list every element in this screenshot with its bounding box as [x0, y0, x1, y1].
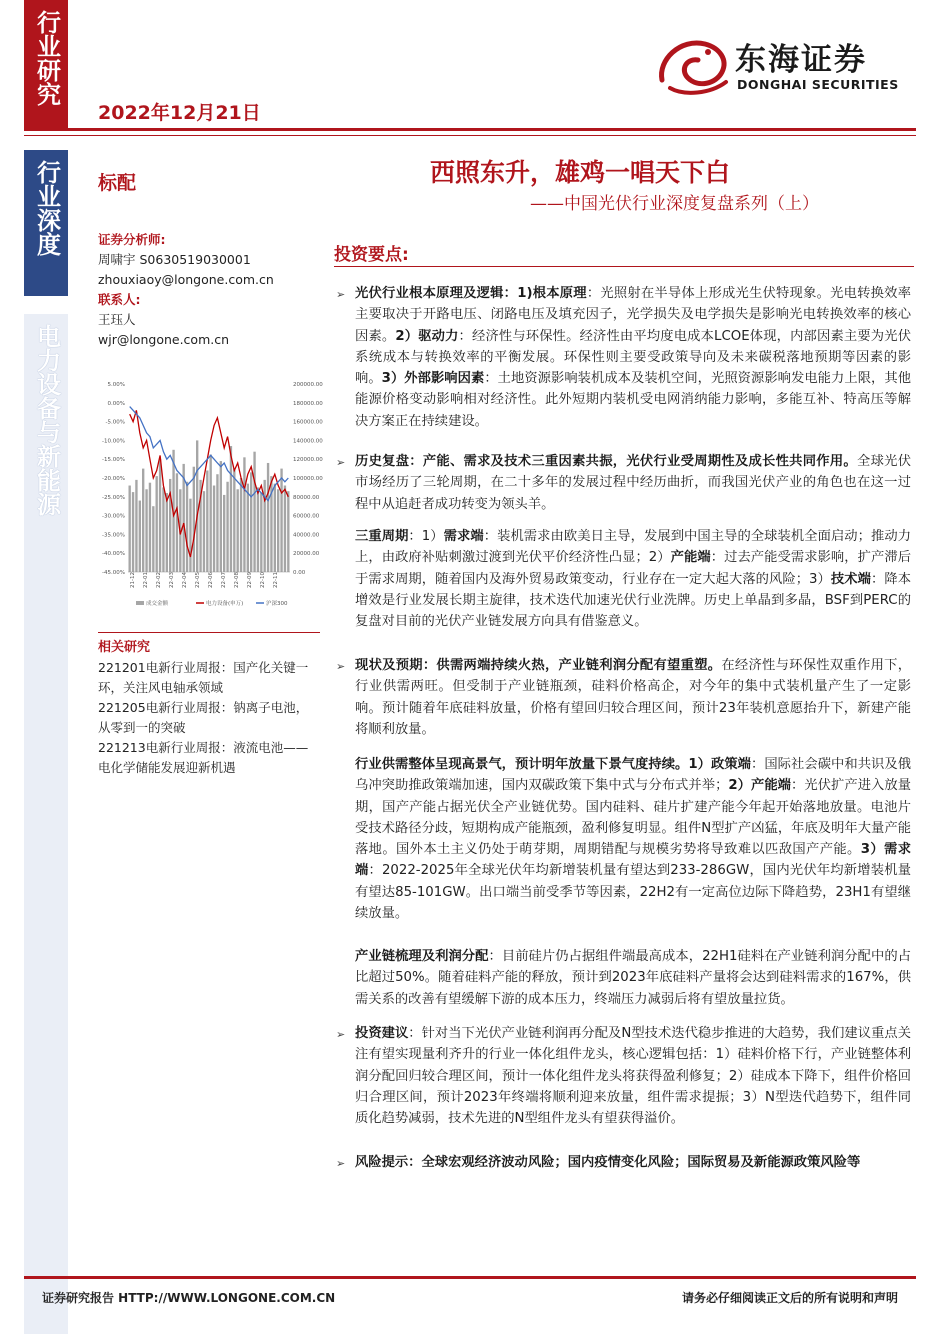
volume-bar [216, 474, 218, 572]
y-right-tick-label: 180000.00 [293, 400, 323, 407]
y-right-tick-label: 200000.00 [293, 382, 323, 388]
kp-paragraph-8: 风险提示：全球宏观经济波动风险；国内疫情变化风险；国际贸易及新能源政策风险等 [355, 1155, 861, 1170]
y-right-tick-label: 80000.00 [293, 494, 320, 501]
volume-bar [226, 482, 228, 572]
bullet-icon: ➢ [336, 1028, 346, 1041]
volume-bar [280, 469, 282, 572]
report-subtitle: ——中国光伏行业深度复盘系列（上） [530, 194, 819, 214]
volume-bar [240, 478, 242, 572]
volume-bar [253, 452, 255, 572]
bullet-icon: ➢ [336, 288, 346, 301]
header-rule-thin [24, 135, 916, 136]
y-left-tick-label: -25.00% [102, 494, 125, 501]
legend-label: 电力设备(申万) [206, 601, 244, 607]
contact-label: 联系人: [98, 292, 141, 307]
kp-paragraph-2: 历史复盘：产能、需求及技术三重因素共振，光伏行业受周期性及成长性共同作用。全球光伏市场经历了三轮周期，在二十多年的发展过程中经历曲折，而我国光伏产业的角色也在这一过程中从追赶者成功转变为领头羊。 [355, 454, 911, 512]
contact-name: 王珏人 [98, 312, 136, 327]
volume-bar [277, 489, 279, 572]
y-right-tick-label: 120000.00 [293, 457, 323, 464]
volume-bar [196, 440, 198, 572]
kp-paragraph-6: 产业链梳理及利润分配：目前硅片仍占据组件端最高成本，22H1硅料在产业链利润分配中的占比超过50%。随着硅料产能的释放，预计到2023年底硅料产量将会达到硅料需求的167%，供需关系的改善有望缓解下游的成本压力，终端压力减弱后将有望放量拉货。 [355, 949, 911, 1007]
side-tab-depth-label: 行业深度 [32, 160, 61, 256]
legend-swatch [136, 601, 144, 605]
y-left-tick-label: -45.00% [102, 570, 125, 576]
analyst-block [98, 230, 320, 350]
x-tick-label: 22-05 [195, 572, 201, 588]
related-heading: 相关研究 [98, 640, 151, 655]
y-right-tick-label: 60000.00 [293, 513, 320, 520]
footer-rule [24, 1276, 916, 1279]
y-left-tick-label: 5.00% [107, 382, 125, 388]
volume-bar [193, 467, 195, 572]
volume-bar [250, 472, 252, 572]
volume-bar [162, 487, 164, 572]
volume-bar [287, 491, 289, 572]
bullet-icon: ➢ [336, 1157, 346, 1170]
logo-english: DONGHAI SECURITIES [737, 77, 899, 92]
x-tick-label: 22-01 [143, 572, 149, 588]
x-tick-label: 22-04 [182, 572, 188, 588]
bullet-icon: ➢ [336, 456, 346, 469]
y-left-tick-label: -10.00% [102, 438, 125, 445]
bullet-icon: ➢ [336, 660, 346, 673]
x-tick-label: 22-09 [247, 572, 253, 588]
y-left-tick-label: -30.00% [102, 513, 125, 520]
x-tick-label: 22-06 [208, 572, 214, 588]
volume-bar [257, 487, 259, 572]
volume-bar [166, 493, 168, 572]
volume-bar [264, 480, 266, 572]
volume-bar [213, 486, 215, 572]
volume-bar [237, 489, 239, 572]
related-item[interactable]: 221213电新行业周报：液流电池——电化学储能发展迎新机遇 [98, 740, 309, 775]
volume-bar [135, 480, 137, 572]
y-right-tick-label: 20000.00 [293, 551, 320, 558]
kp-paragraph-4: 现状及预期：供需两端持续火热，产业链利润分配有望重塑。在经济性与环保性双重作用下，行业供需两旺。但受制于产业链瓶颈，硅料价格高企，对今年的集中式装机量产生了一定影响。预计随着年底硅料放量，价格有望回归较合理区间，预计23年装机意愿抬升下，新建产能将顺利放量。 [355, 658, 912, 737]
side-tab-sector [24, 314, 68, 1334]
legend-label: 沪深300 [266, 601, 288, 607]
x-tick-label: 22-02 [156, 572, 162, 588]
x-tick-label: 22-07 [221, 572, 227, 588]
volume-bar [139, 501, 141, 572]
header-rule [24, 128, 916, 131]
footer-right: 请务必仔细阅读正文后的所有说明和声明 [682, 1291, 899, 1305]
analyst-email: zhouxiaoy@longone.com.cn [98, 272, 274, 287]
analyst-label: 证券分析师: [98, 232, 166, 247]
related-rule [98, 632, 320, 633]
kp-paragraph-5: 行业供需整体呈现高景气，预计明年放量下景气度持续。1）政策端：国际社会碳中和共识及俄乌冲突助推政策端加速，国内双碳政策下集中式与分布式并举；2）产能端：光伏扩产进入放量期，国产产能占据光伏全产业链优势。国内硅料、硅片扩建产能今年起开始落地放量。电池片受技术路径分歧，短期构成产能瓶颈，盈利修复明显。组件N型扩产凶猛，年底及明年大量产能落地。国外本土主义仍处于萌芽期，周期错配与规模劣势将导致难以匹敌国产产能。3）需求端：2022-2025年全球光伏年均新增装机量有望达到233-286GW，国内光伏年均新增装机量有望达85-101GW。出口端当前受季节等因素，22H2有一定高位边际下降趋势，23H1有望继续放量。 [355, 757, 911, 922]
side-tab-research [24, 0, 68, 128]
volume-bar [274, 484, 276, 572]
volume-bar [243, 457, 245, 572]
key-points-rule [334, 266, 914, 267]
volume-bar [260, 493, 262, 572]
volume-bar [189, 499, 191, 572]
volume-bar [223, 495, 225, 572]
x-tick-label: 22-10 [260, 572, 266, 588]
y-left-tick-label: -5.00% [105, 419, 125, 426]
y-right-tick-label: 40000.00 [293, 532, 320, 539]
y-left-tick-label: 0.00% [107, 400, 125, 407]
volume-bar [156, 476, 158, 572]
kp-paragraph-7: 投资建议：针对当下光伏产业链利润再分配及N型技术迭代稳步推进的大趋势，我们建议重点关注有望实现量利齐升的行业一体化组件龙头，核心逻辑包括：1）硅料价格下行，产业链整体利润分配回归较合理区间，预计一体化组件龙头将获得盈利修复；2）硅成本下降下，组件价格回归合理区间，预计2023年终端将顺利迎来放量，组件需求提振；3）N型迭代趋势下，组件同质化趋势减弱，技术先进的N型组件龙头有望获得溢价。 [355, 1026, 912, 1127]
contact-email: wjr@longone.com.cn [98, 332, 230, 347]
x-tick-label: 22-08 [234, 572, 240, 588]
key-points-heading: 投资要点: [334, 245, 409, 265]
volume-bar [152, 506, 154, 572]
kp-paragraph-1: 光伏行业根本原理及逻辑：1)根本原理：光照射在半导体上形成光生伏特现象。光电转换效率主要取决于开路电压、闭路电压及填充因子，光学损失及电学损失是影响光电转换效率的核心因素。2）驱动力：经济性与环保性。经济性由平均度电成本LCOE体现，内部因素主要为光伏系统成本与转换效率的平衡发展。环保性则主要受政策导向及未来碳税落地预期等因素的影响。3）外部影响因素：土地资源影响装机成本及装机空间，光照资源影响发电能力上限，其他能源价格变动影响相对经济性。此外短期内装机受电网消纳能力影响，多能互补、特高压等解决方案正在持续建设。 [355, 286, 911, 429]
volume-bar [129, 486, 131, 572]
x-tick-label: 22-11 [273, 572, 279, 588]
volume-bar [206, 470, 208, 572]
volume-bar [149, 483, 151, 572]
related-list [98, 658, 320, 778]
volume-bar [230, 446, 232, 572]
related-item[interactable]: 221201电新行业周报：国产化关键一环，关注风电轴承领域 [98, 660, 309, 695]
y-left-tick-label: -20.00% [102, 476, 125, 482]
volume-bar [186, 482, 188, 572]
volume-bar [247, 484, 249, 572]
report-title: 西照东升，雄鸡一唱天下白 [430, 158, 731, 187]
logo-chinese: 东海证券 [735, 42, 867, 78]
side-tab-research-label: 行业研究 [32, 10, 61, 106]
y-left-tick-label: -40.00% [102, 551, 125, 558]
volume-bar [233, 469, 235, 572]
volume-bar [267, 463, 269, 572]
analyst-name-id: 周啸宇 S0630519030001 [98, 252, 251, 267]
volume-bar [132, 492, 134, 572]
kp-paragraph-3: 三重周期：1）需求端：装机需求由欧美日主导，发展到中国主导的全球装机全面启动；推动力上，由政府补贴刺激过渡到光伏平价经济性凸显；2）产能端：过去产能受需求影响，扩产滞后于需求周期，随着国内及海外贸易政策变动，行业存在一定大起大落的风险；3）技术端：降本增效是行业发展长期主旋律，技术迭代加速光伏行业洗牌。历史上单晶到多晶，BSF到PERC的复盘对目前的光伏产业链发展方向具有借鉴意义。 [355, 529, 912, 630]
x-tick-label: 21-12 [130, 572, 136, 588]
rating: 标配 [98, 172, 137, 194]
y-left-tick-label: -15.00% [102, 457, 125, 464]
side-tab-sector-label: 电力设备与新能源 [32, 324, 61, 516]
footer-left[interactable]: 证券研究报告 HTTP://WWW.LONGONE.COM.CN [42, 1291, 336, 1305]
volume-bar [284, 486, 286, 572]
volume-bar [176, 473, 178, 572]
volume-bar [203, 491, 205, 572]
volume-bar [145, 489, 147, 572]
performance-chart [98, 376, 328, 612]
report-date: 2022年12月21日 [98, 102, 261, 124]
x-tick-label: 22-03 [169, 572, 175, 588]
y-right-tick-label: 140000.00 [293, 438, 323, 445]
y-right-tick-label: 0.00 [293, 570, 306, 576]
volume-bar [159, 459, 161, 572]
volume-bar [220, 461, 222, 572]
legend-label: 成交金额 [146, 601, 169, 607]
y-right-tick-label: 160000.00 [293, 419, 323, 426]
y-right-tick-label: 100000.00 [293, 476, 323, 482]
side-tab-depth [24, 150, 68, 296]
volume-bar [210, 455, 212, 573]
related-item[interactable]: 221205电新行业周报：钠离子电池，从零到一的突破 [98, 700, 309, 735]
volume-bar [142, 469, 144, 572]
y-left-tick-label: -35.00% [102, 532, 125, 539]
